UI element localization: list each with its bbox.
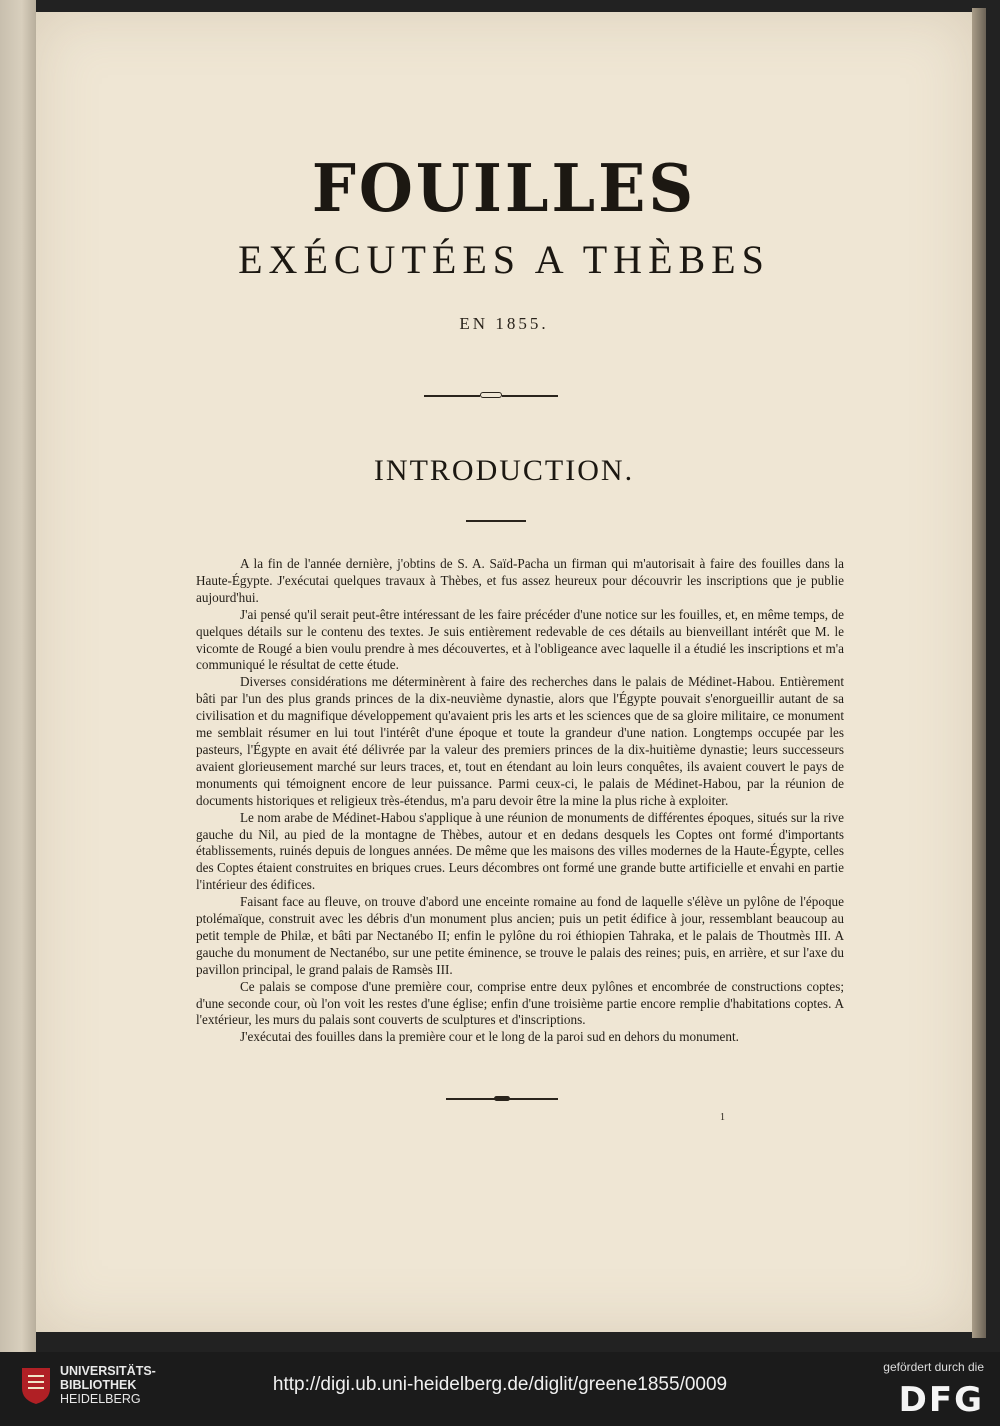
title-subtitle: EXÉCUTÉES A THÈBES (238, 237, 770, 282)
paragraph: Faisant face au fleuve, on trouve d'abord une enceinte romaine au fond de laquelle s'élève un pylône de l'époque ptolémaïque, construit avec les débris d'un monument plus ancien; puis un petit édifice à jour, ressemblant beaucoup au petit temple de Philæ, et bâti par Nectanébo II; enfin le pylône du roi éthiopien Tahraka, et le palais de Thoutmès III. A gauche du monument de Nectanébo, sur une petite éminence, se trouve le palais des reines; puis, en arrière, et sur l'axe du pavillon principal, le grand palais de Ramsès III. (196, 894, 844, 977)
left-page-edge (0, 0, 36, 1352)
folio-number: 1 (720, 1112, 725, 1123)
paragraph: Le nom arabe de Médinet-Habou s'applique à une réunion de monuments de différentes époques, situés sur la rive gauche du Nil, au pied de la montagne de Thèbes, autour et en dedans desquels les Coptes ont formé d'importants établissements, ruinés depuis de longues années. De même que les maisons des villes modernes de la Haute-Égypte, celles des Coptes étaient construites en briques crues. Leurs décombres ont formé une grande butte artificielle et envahi en partie l'intérieur des édifices. (196, 809, 844, 893)
title-main: FOUILLES (311, 150, 697, 227)
title-ornament (424, 392, 558, 400)
paragraph: J'ai pensé qu'il serait peut-être intéressant de les faire précéder d'une notice sur les fouilles, et, en même temps, de quelques détails sur le contenu des textes. Je suis entièrement redevable de ces détails au bienveillant intérêt que M. le vicomte de Rougé a bien voulu prendre à mes découvertes, et à l'obligeance avec laquelle il a étudié les inscriptions et m'a communiqué le résultat de cette étude. (196, 606, 844, 673)
paragraph: Ce palais se compose d'une première cour, comprise entre deux pylônes et encombrée de constructions coptes; d'une seconde cour, où l'on voit les restes d'une église; enfin d'une troisième partie encore remplie d'habitations coptes. A l'extérieur, les murs du palais sont couverts de sculptures et d'inscriptions. (196, 978, 844, 1028)
paragraph: J'exécutai des fouilles dans la première cour et le long de la paroi sud en dehors du monument. (240, 1029, 739, 1045)
heading-rule (466, 520, 526, 522)
book-page (36, 12, 972, 1332)
permalink-url[interactable]: http://digi.ub.uni-heidelberg.de/diglit/greene1855/0009 (272, 1374, 728, 1395)
paragraph: Diverses considérations me déterminèrent à faire des recherches dans le palais de Médinet-Habou. Entièrement bâti par l'un des plus grands princes de la dix-neuvième dynastie, alors que l'Égypte pouvait s'enorgueillir autant de sa civilisation et du magnifique développement qu'avaient pris les arts et les sciences que de sa gloire militaire, ce monument me semblait résumer en lui tout l'intérêt d'une époque et toute la grandeur d'une nation. Longtemps occupée par les pasteurs, l'Égypte en avait été délivrée par la valeur des premiers princes de la dix-huitième dynastie; leurs successeurs avaient glorieusement marché sur leurs traces, et, tout en étendant au loin leurs conquêtes, ils avaient couvert le pays de monuments qui témoignent encore de leur puissance. Parmi ceux-ci, le palais de Médinet-Habou, par la réunion de documents historiques et religieux très-étendus, m'a paru devoir être la mine la plus riche à exploiter. (196, 674, 844, 808)
sponsor-label: gefördert durch die (883, 1360, 984, 1374)
section-heading: INTRODUCTION. (373, 454, 635, 487)
dfg-logo[interactable]: DFG (898, 1380, 984, 1420)
paragraph: A la fin de l'année dernière, j'obtins de S. A. Saïd-Pacha un firman qui m'autorisait à faire des fouilles dans la Haute-Égypte. J'exécutai quelques travaux à Thèbes, et fus assez heureux pour découvrir les inscriptions que je publie aujourd'hui. (196, 556, 844, 605)
end-ornament (446, 1096, 558, 1102)
institution-name[interactable]: UNIVERSITÄTS- BIBLIOTHEK HEIDELBERG (60, 1364, 156, 1406)
body-text (196, 556, 844, 1046)
viewer-footer (0, 1352, 1000, 1426)
right-page-edge (972, 8, 986, 1338)
title-year: EN 1855. (459, 314, 549, 333)
